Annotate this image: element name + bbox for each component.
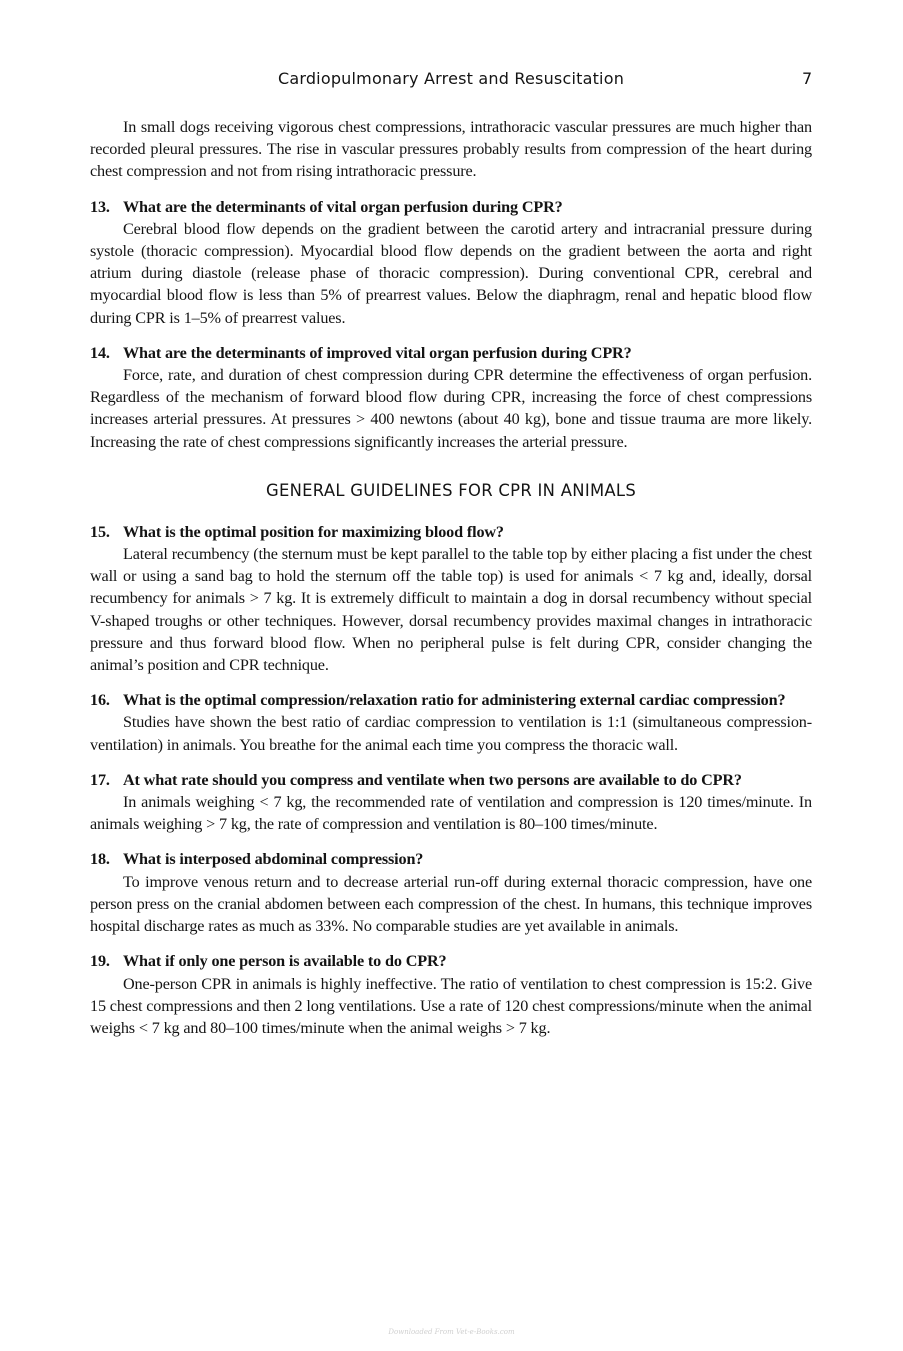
question-number: 14.	[90, 343, 110, 362]
question-number: 18.	[90, 850, 110, 869]
answer-paragraph: Lateral recumbency (the sternum must be kept parallel to the table top by either placing a fist under the chest wall or using a sand bag to hold the sternum off the table top) is used for animals < 7 kg and, ideally, dorsal recumbency for animals > 7 kg. It is extremely difficult to maintain a dog in dorsal recumbency without special V-shaped troughs or other techniques. However, dorsal recumbency provides maximal changes in intrathoracic pressure and thus forward blood flow. When no peripheral pulse is felt during CPR, consider changing the animal’s position and CPR technique.	[90, 545, 812, 675]
question-text: What is interposed abdominal compression?	[123, 850, 424, 869]
question-text: What is the optimal position for maximizing blood flow?	[123, 522, 504, 541]
question-block-19	[90, 950, 812, 1039]
question-heading	[90, 950, 812, 972]
question-heading	[90, 689, 812, 711]
page-number: 7	[801, 69, 812, 88]
answer-paragraph: Cerebral blood flow depends on the gradient between the carotid artery and intracranial pressure during systole (thoracic compression). Myocardial blood flow depends on the gradient between the aorta and right atrium during diastole (release phase of thoracic compression). During conventional CPR, cerebral and myocardial blood flow is less than 5% of prearrest values. Below the diaphragm, renal and hepatic blood flow during CPR is 1–5% of prearrest values.	[90, 219, 812, 327]
answer-paragraph: Force, rate, and duration of chest compression during CPR determine the effectiveness of organ perfusion. Regardless of the mechanism of forward blood flow during CPR, increasing the force of chest compressions increases arterial pressures. At pressures > 400 newtons (about 40 kg), bone and tissue trauma are more likely. Increasing the rate of chest compressions significantly increases the arterial pressure.	[90, 366, 812, 451]
question-heading	[90, 848, 812, 870]
question-number: 19.	[90, 952, 110, 971]
question-heading	[90, 196, 812, 218]
question-block-14	[90, 342, 812, 453]
question-text: At what rate should you compress and ventilate when two persons are available to do CPR?	[123, 770, 742, 789]
question-number: 17.	[90, 770, 110, 789]
question-text: What are the determinants of improved vital organ perfusion during CPR?	[123, 343, 632, 362]
document-page	[90, 66, 812, 1039]
question-number: 16.	[90, 691, 110, 710]
watermark: Downloaded From Vet-e-Books.com	[388, 1328, 515, 1336]
answer-paragraph: Studies have shown the best ratio of cardiac compression to ventilation is 1:1 (simultaneous compression-ventilation) in animals. You breathe for the animal each time you compress the thoracic wall.	[90, 713, 812, 754]
section-heading: GENERAL GUIDELINES FOR CPR IN ANIMALS	[265, 480, 637, 500]
chapter-title: Cardiopulmonary Arrest and Resuscitation	[277, 69, 625, 88]
answer-paragraph: In animals weighing < 7 kg, the recommended rate of ventilation and compression is 120 times/minute. In animals weighing > 7 kg, the rate of compression and ventilation is 80–100 times/minute.	[90, 793, 812, 834]
running-head	[90, 66, 812, 92]
question-block-16	[90, 689, 812, 756]
question-heading	[90, 342, 812, 364]
question-text: What if only one person is available to do CPR?	[123, 952, 447, 971]
answer-paragraph: To improve venous return and to decrease arterial run-off during external thoracic compression, have one person press on the cranial abdomen between each compression of the chest. In humans, this technique improves hospital discharge rates as much as 33%. No comparable studies are yet available in animals.	[90, 872, 812, 936]
question-number: 15.	[90, 522, 110, 541]
question-text: What are the determinants of vital organ perfusion during CPR?	[123, 197, 563, 216]
question-number: 13.	[90, 197, 110, 216]
answer-paragraph: One-person CPR in animals is highly ineffective. The ratio of ventilation to chest compression is 15:2. Give 15 chest compressions and then 2 long ventilations. Use a rate of 120 chest compressions/minute when the animal weighs < 7 kg and 80–100 times/minute when the animal weighs > 7 kg.	[90, 974, 812, 1037]
question-block-17	[90, 769, 812, 836]
intro-paragraph: In small dogs receiving vigorous chest compressions, intrathoracic vascular pressures are much higher than recorded pleural pressures. The rise in vascular pressures probably results from compression of the heart during chest compression and not from rising intrathoracic pressure.	[90, 118, 812, 181]
question-heading	[90, 521, 812, 543]
question-text: What is the optimal compression/relaxation ratio for administering external cardiac compression?	[123, 691, 786, 710]
question-block-18	[90, 848, 812, 937]
question-block-15	[90, 521, 812, 676]
question-heading	[90, 769, 812, 791]
question-block-13	[90, 196, 812, 329]
